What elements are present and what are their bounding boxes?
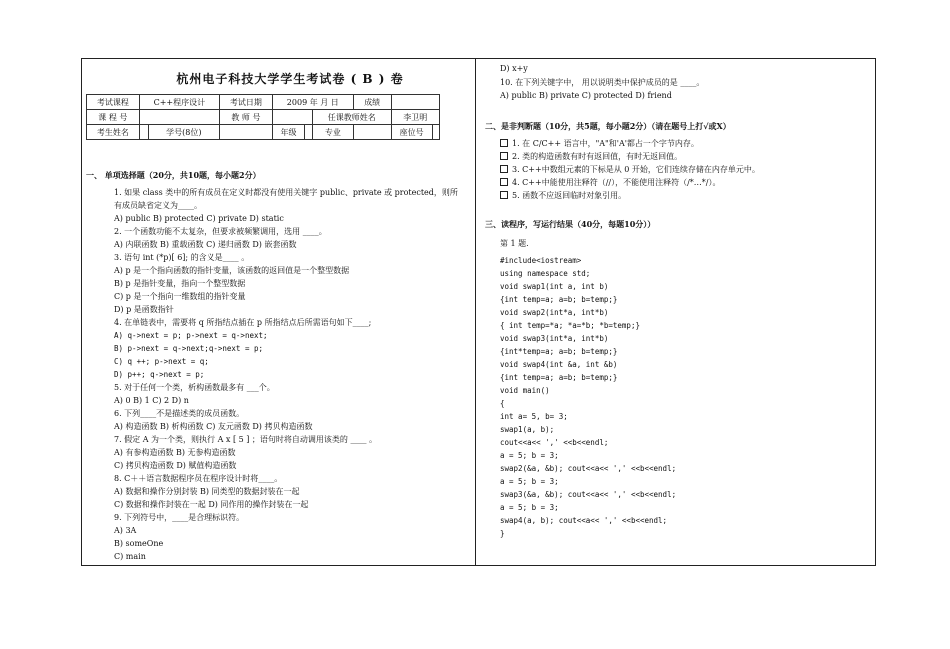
cell xyxy=(391,95,439,110)
code-line: void swap3(int*a, int*b) xyxy=(500,334,609,343)
q9-option: C) main xyxy=(114,552,146,561)
code-line: {int temp=a; a=b; b=temp;} xyxy=(500,373,618,382)
code-line: { xyxy=(500,399,505,408)
column-divider xyxy=(475,58,476,565)
q9-option-d: D) x+y xyxy=(500,64,528,73)
tf-item: 2. 类的构造函数有时有返回值，有时无返回值。 xyxy=(500,152,682,162)
code-line: swap4(a, b); cout<<a<< ',' <<b<<endl; xyxy=(500,516,668,525)
code-line: {int temp=a; a=b; b=temp;} xyxy=(500,295,618,304)
exam-title: 杭州电子科技大学学生考试卷 ( B ) 卷 xyxy=(176,72,404,86)
section-3-header: 三、读程序，写运行结果（40分，每题10分）） xyxy=(485,219,656,229)
q9-option: A) 3A xyxy=(114,526,137,535)
info-table xyxy=(86,94,440,140)
q4-option: C) q ++; p->next = q; xyxy=(114,357,209,366)
q2-options: A) 内联函数 B) 重载函数 C) 递归函数 D) 嵌套函数 xyxy=(114,240,297,249)
cell xyxy=(139,110,219,125)
q7-option: A) 有参构造函数 B) 无参构造函数 xyxy=(114,448,236,457)
q4-option: B) p->next = q->next;q->next = p; xyxy=(114,344,264,353)
q5-options: A) 0 B) 1 C) 2 D) n xyxy=(114,396,189,405)
cell xyxy=(272,110,312,125)
question-number: 第 1 题. xyxy=(500,239,529,248)
q1-line: 有成员缺省定义为____。 xyxy=(114,201,202,210)
q10-line: 10. 在下列关键字中， 用以说明类中保护成员的是 ____。 xyxy=(500,78,705,87)
section-2-header: 二、是非判断题（10分，共5题，每小题2分）（请在题号上打√或X） xyxy=(485,121,731,131)
cell: 教 师 号 xyxy=(220,110,273,125)
code-line: a = 5; b = 3; xyxy=(500,477,559,486)
q7-option: C) 拷贝构造函数 D) 赋值构造函数 xyxy=(114,461,237,470)
q10-options: A) public B) private C) protected D) friend xyxy=(500,91,672,100)
cell: 考生姓名 xyxy=(87,125,140,140)
q8-option: C) 数据和操作封装在一起 D) 同作用的操作封装在一起 xyxy=(114,500,309,509)
cell: 学号(8位) xyxy=(148,125,220,140)
cell: 考试课程 xyxy=(87,95,140,110)
q4-line: 4. 在单链表中，需要将 q 所指结点插在 p 所指结点后所需语句如下____; xyxy=(114,318,372,327)
q7-line: 7. 假定 A 为一个类，则执行 A x [ 5 ] ；语句时将自动调用该类的 ____ 。 xyxy=(114,435,378,444)
code-line: {int*temp=a; a=b; b=temp;} xyxy=(500,347,618,356)
q1-options: A) public B) protected C) private D) static xyxy=(114,214,284,223)
cell xyxy=(139,125,148,140)
cell xyxy=(305,125,313,140)
code-line: a = 5; b = 3; xyxy=(500,451,559,460)
code-line: swap1(a, b); xyxy=(500,425,555,434)
code-line: void swap2(int*a, int*b) xyxy=(500,308,609,317)
q5-line: 5. 对于任何一个类，析构函数最多有 ___个。 xyxy=(114,383,275,392)
q4-option: D) p++; q->next = p; xyxy=(114,370,205,379)
tf-item: 4. C++中能使用注释符（//），不能使用注释符（/*…*/）。 xyxy=(500,178,720,188)
code-line: void swap4(int &a, int &b) xyxy=(500,360,618,369)
code-line: void swap1(int a, int b) xyxy=(500,282,609,291)
cell xyxy=(220,125,273,140)
tf-item: 3. C++中数组元素的下标是从 0 开始，它们连续存储在内存单元中。 xyxy=(500,165,760,175)
cell: 成绩 xyxy=(353,95,391,110)
q8-option: A) 数据和操作分别封装 B) 同类型的数据封装在一起 xyxy=(114,487,300,496)
q3-option: C) p 是一个指向一维数组的指针变量 xyxy=(114,292,246,301)
code-line: a = 5; b = 3; xyxy=(500,503,559,512)
cell: 课 程 号 xyxy=(87,110,140,125)
cell: 任课教师姓名 xyxy=(312,110,391,125)
checkbox-icon xyxy=(500,152,508,160)
code-line: cout<<a<< ',' <<b<<endl; xyxy=(500,438,609,447)
cell: 2009 年 月 日 xyxy=(272,95,353,110)
cell: C++程序设计 xyxy=(139,95,219,110)
code-line: int a= 5, b= 3; xyxy=(500,412,568,421)
cell: 考试日期 xyxy=(220,95,273,110)
q9-option: B) someOne xyxy=(114,539,164,548)
q4-option: A) q->next = p; p->next = q->next; xyxy=(114,331,268,340)
tf-item: 5. 函数不应返回临时对象引用。 xyxy=(500,191,626,201)
checkbox-icon xyxy=(500,139,508,147)
section-1-header: 一、 单项选择题（20分，共10题，每小题2分） xyxy=(86,170,261,180)
q8-line: 8. C＋＋语言数据程序员在程序设计时将____。 xyxy=(114,474,283,483)
checkbox-icon xyxy=(500,191,508,199)
q9-line: 9. 下列符号中，____是合理标识符。 xyxy=(114,513,245,522)
code-line: swap3(&a, &b); cout<<a<< ',' <<b<<endl; xyxy=(500,490,677,499)
code-line: void main() xyxy=(500,386,550,395)
cell xyxy=(353,125,391,140)
checkbox-icon xyxy=(500,178,508,186)
code-line: { int temp=*a; *a=*b; *b=temp;} xyxy=(500,321,640,330)
q3-option: A) p 是一个指向函数的指针变量，该函数的返回值是一个整型数据 xyxy=(114,266,350,275)
cell: 李卫明 xyxy=(391,110,439,125)
checkbox-icon xyxy=(500,165,508,173)
q3-option: B) p 是指针变量，指向一个整型数据 xyxy=(114,279,246,288)
q6-line: 6. 下列____不是描述类的成员函数。 xyxy=(114,409,245,418)
q6-options: A) 构造函数 B) 析构函数 C) 友元函数 D) 拷贝构造函数 xyxy=(114,422,313,431)
q3-line: 3. 语句 int (*p)[ 6]; 的含义是____ 。 xyxy=(114,253,250,262)
cell: 年级 xyxy=(272,125,304,140)
q2-line: 2. 一个函数功能不太复杂，但要求被频繁调用，选用 ____。 xyxy=(114,227,327,236)
q3-option: D) p 是函数指针 xyxy=(114,305,174,314)
code-line: using namespace std; xyxy=(500,269,591,278)
code-line: } xyxy=(500,529,505,538)
cell: 专业 xyxy=(312,125,353,140)
tf-item: 1. 在 C/C++ 语言中，"A"和'A'都占一个字节内存。 xyxy=(500,139,699,149)
cell xyxy=(432,125,439,140)
cell: 座位号 xyxy=(391,125,432,140)
code-line: #include<iostream> xyxy=(500,256,582,265)
code-line: swap2(&a, &b); cout<<a<< ',' <<b<<endl; xyxy=(500,464,677,473)
q1-line: 1. 如果 class 类中的所有成员在定义时都没有使用关键字 public、private 或 protected，则所 xyxy=(114,188,458,197)
